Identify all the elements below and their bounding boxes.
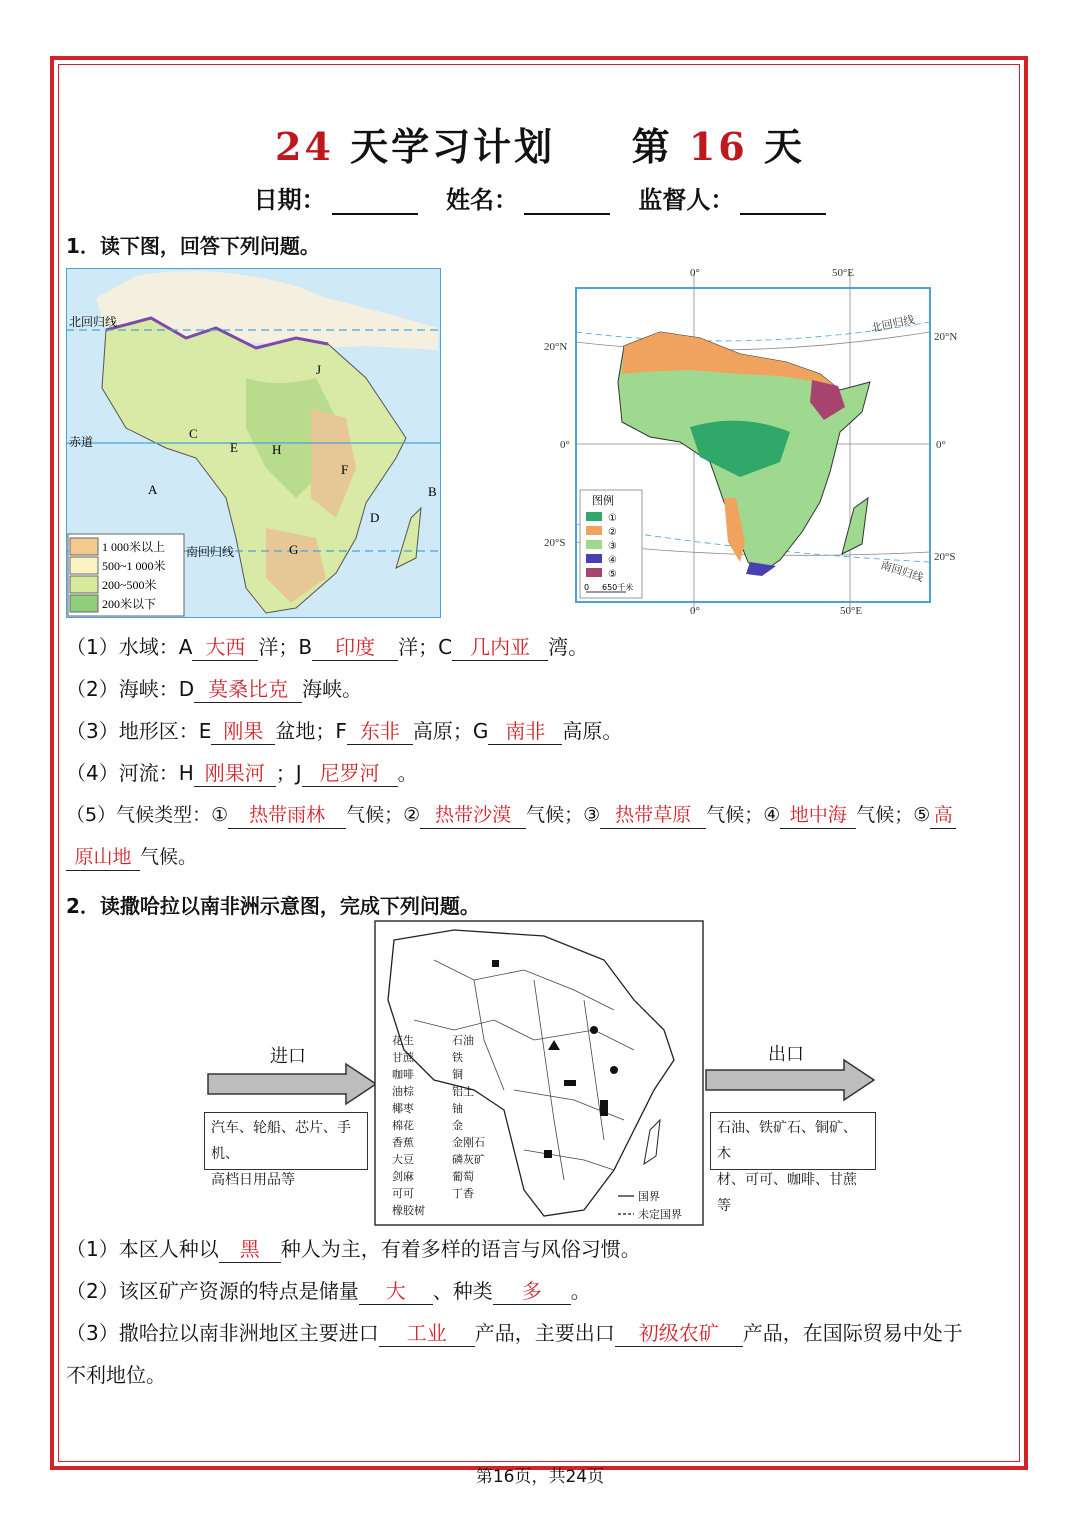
- map3-undefined-border-label: 未定国界: [638, 1208, 682, 1221]
- q1-l3-text-4: 高原。: [562, 719, 623, 743]
- map1-letter-b: B: [428, 484, 437, 499]
- map2-tropic-n-label: 北回归线: [870, 314, 916, 335]
- map2-legend-swatch-5: [586, 568, 602, 577]
- map2-lon-bot-b: 50°E: [840, 605, 863, 617]
- map3-legend-left-8: 大豆: [392, 1153, 414, 1166]
- q2-l2-text-1: （2）该区矿产资源的特点是储量: [66, 1279, 359, 1303]
- map1-letter-a: A: [148, 482, 158, 497]
- map3-legend-right-6: 金: [452, 1119, 463, 1132]
- q1-l5-text-5: 气候；⑤: [856, 804, 931, 826]
- question-1-prompt: 1．读下图，回答下列问题。: [66, 234, 320, 258]
- q2-l3-answer-1: 工业: [379, 1320, 475, 1347]
- map2-legend-swatch-2: [586, 526, 602, 535]
- q1-line-4: [66, 752, 1016, 794]
- q1-l5-answer-4: 地中海: [780, 802, 856, 829]
- q2-line-2: [66, 1270, 1016, 1312]
- map1-legend-swatch-4: [70, 595, 98, 612]
- q1-line-5: [66, 794, 1016, 836]
- map3-legend-left-3: 咖啡: [392, 1068, 414, 1081]
- import-box-line-1: 汽车、轮船、芯片、手机、: [211, 1120, 351, 1162]
- meta-row: [0, 180, 1080, 215]
- map2-lat-0-left: 0°: [560, 439, 570, 451]
- title-day-number: 16: [688, 124, 748, 169]
- map2-legend-swatch-1: [586, 512, 602, 521]
- q2-line-3: [66, 1312, 1016, 1354]
- map1-legend: [68, 534, 184, 616]
- map2-legend-swatch-3: [586, 540, 602, 549]
- map1-letter-j: J: [316, 362, 322, 377]
- map2-scale-value: 650千米: [602, 583, 634, 592]
- q2-l2-text-3: 。: [570, 1279, 591, 1303]
- q2-l2-answer-2: 多: [493, 1278, 571, 1305]
- q2-l3-text-4: 不利地位。: [66, 1363, 166, 1387]
- q1-l3-answer-3: 南非: [488, 718, 562, 745]
- map1-legend-label-4: 200米以下: [102, 597, 157, 611]
- map1-letter-h: H: [272, 442, 282, 457]
- q2-l2-text-2: 、种类: [432, 1279, 493, 1303]
- q1-l1-text-3: 洋；C: [398, 635, 453, 659]
- q1-line-2: [66, 668, 1016, 710]
- map2-legend-label-2: ②: [608, 527, 617, 538]
- question-2-prompt: 2．读撒哈拉以南非洲示意图，完成下列问题。: [66, 894, 480, 918]
- map3-legend-right-10: 丁香: [452, 1187, 474, 1200]
- q2-l3-answer-2: 初级农矿: [615, 1320, 743, 1347]
- q1-l3-text-1: （3）地形区：E: [66, 719, 212, 743]
- map3-legend-right-4: 铝土: [452, 1085, 474, 1098]
- map2-lat-0-right: 0°: [936, 439, 946, 451]
- map1-label-equator: 赤道: [69, 435, 94, 449]
- map2-lon-bot-a: 0°: [690, 605, 700, 617]
- map3-legend-left-2: 甘蔗: [392, 1051, 414, 1064]
- q2-l3-text-3: 产品，在国际贸易中处于: [742, 1321, 963, 1345]
- q2-l3-text-1: （3）撒哈拉以南非洲地区主要进口: [66, 1321, 379, 1345]
- q2-l2-answer-1: 大: [359, 1278, 433, 1305]
- map3-legend-right-2: 铁: [452, 1051, 463, 1064]
- map1-letter-c: C: [189, 426, 198, 441]
- q1-l1-answer-2: 印度: [312, 634, 398, 661]
- q1-l5-text-1: （5）气候类型：①: [66, 804, 229, 826]
- map3-legend-left-1: 花生: [392, 1034, 414, 1047]
- q1-l2-answer-1: 莫桑比克: [194, 676, 302, 703]
- map1-legend-label-3: 200~500米: [102, 578, 157, 592]
- q1-l5-answer-5b: 原山地: [66, 844, 140, 871]
- map3-legend-right-9: 葡萄: [452, 1170, 474, 1183]
- map3-symbol-3: [564, 1080, 576, 1086]
- title-day-suffix: 天: [763, 124, 805, 169]
- map1-legend-swatch-2: [70, 557, 98, 574]
- map2-tropic-s-label: 南回归线: [879, 559, 925, 585]
- q1-line-6: [66, 836, 1016, 878]
- map1-label-tropic-n: 北回归线: [69, 315, 118, 329]
- title-text: 天学习计划: [350, 124, 556, 169]
- export-box: [710, 1112, 876, 1214]
- map1-legend-label-1: 1 000米以上: [102, 540, 166, 554]
- q1-l5-text-6: 气候。: [140, 846, 198, 868]
- q1-l3-text-2: 盆地；F: [275, 719, 347, 743]
- map2-lon-top-a: 0°: [690, 267, 700, 279]
- q1-l5-text-3: 气候；③: [526, 804, 601, 826]
- import-label: 进口: [270, 1046, 306, 1067]
- q2-l1-answer-1: 黑: [219, 1236, 281, 1263]
- map2-lat-n-left: 20°N: [544, 341, 568, 353]
- map1-label-tropic-s: 南回归线: [186, 545, 235, 559]
- map3-legend-left-6: 棉花: [392, 1119, 414, 1132]
- export-label: 出口: [768, 1044, 804, 1065]
- q1-l2-text-2: 海峡。: [302, 677, 363, 701]
- map3-symbol-4: [610, 1066, 618, 1074]
- map1-letter-g: G: [289, 542, 299, 557]
- africa-terrain-map: [66, 268, 441, 618]
- map3-border-label: 国界: [638, 1190, 660, 1203]
- q1-l5-answer-2: 热带沙漠: [420, 802, 526, 829]
- export-arrow: [704, 1058, 876, 1102]
- q1-l3-text-3: 高原；G: [412, 719, 489, 743]
- map2-legend-label-1: ①: [608, 513, 617, 524]
- page-title: [0, 116, 1080, 171]
- map3-legend-left-7: 香蕉: [392, 1136, 414, 1149]
- q1-l4-answer-2: 尼罗河: [302, 760, 398, 787]
- q2-l1-text-2: 种人为主，有着多样的语言与风俗习惯。: [280, 1237, 641, 1261]
- title-number: 24: [275, 124, 334, 169]
- map3-legend-left-9: 剑麻: [392, 1170, 414, 1183]
- name-label: 姓名：: [446, 185, 518, 214]
- q1-l5-answer-5a: 高: [930, 802, 956, 829]
- map3-legend-right-7: 金刚石: [452, 1136, 485, 1149]
- map2-scale-0: 0: [584, 583, 590, 592]
- date-field[interactable]: [332, 187, 418, 215]
- q1-line-3: [66, 710, 1016, 752]
- map2-legend: [580, 490, 642, 598]
- export-box-line-1: 石油、铁矿石、铜矿、木: [717, 1120, 857, 1162]
- date-label: 日期：: [253, 185, 326, 214]
- map2-lat-s-left: 20°S: [544, 537, 566, 549]
- import-box: [204, 1112, 368, 1188]
- name-field[interactable]: [524, 187, 610, 215]
- title-day-label: 第: [631, 124, 673, 169]
- map2-legend-label-3: ③: [608, 541, 617, 552]
- q2-line-1: [66, 1228, 1016, 1270]
- q1-l1-answer-1: 大西: [192, 634, 258, 661]
- map3-symbol-7: [600, 1100, 608, 1116]
- map3-legend-right-5: 铀: [452, 1102, 463, 1115]
- map2-legend-swatch-4: [586, 554, 602, 563]
- map3-legend-left-5: 椰枣: [392, 1102, 414, 1115]
- q1-l1-text-1: （1）水域：A: [66, 635, 193, 659]
- q1-l5-answer-3: 热带草原: [600, 802, 706, 829]
- supervisor-field[interactable]: [740, 187, 826, 215]
- map3-legend-right-8: 磷灰矿: [452, 1153, 485, 1166]
- q1-l5-text-2: 气候；②: [346, 804, 421, 826]
- map1-legend-label-2: 500~1 000米: [102, 559, 166, 573]
- map3-symbol-5: [544, 1150, 552, 1158]
- q1-l4-text-2: ；J: [275, 761, 302, 785]
- map3-legend-right-3: 铜: [452, 1068, 463, 1081]
- map3-legend-left-10: 可可: [392, 1187, 414, 1200]
- supervisor-label: 监督人：: [638, 185, 735, 214]
- q1-l4-text-1: （4）河流：H: [66, 761, 194, 785]
- q1-l4-answer-1: 刚果河: [194, 760, 276, 787]
- q2-line-4: [66, 1354, 1016, 1396]
- export-box-line-2: 材、可可、咖啡、甘蔗等: [717, 1172, 857, 1214]
- africa-climate-map: [540, 262, 970, 622]
- map1-legend-swatch-1: [70, 538, 98, 555]
- q1-l1-answer-3: 几内亚: [452, 634, 548, 661]
- map1-letter-e: E: [230, 440, 238, 455]
- q1-line-1: [66, 626, 1016, 668]
- q1-l5-text-4: 气候；④: [706, 804, 781, 826]
- q1-l5-answer-1: 热带雨林: [228, 802, 346, 829]
- sub-saharan-resource-map: [374, 920, 704, 1226]
- q1-l2-text-1: （2）海峡：D: [66, 677, 195, 701]
- map1-letter-d: D: [370, 510, 380, 525]
- map2-lon-top-b: 50°E: [832, 267, 855, 279]
- map2-lat-n-right: 20°N: [934, 331, 958, 343]
- q1-l1-text-2: 洋；B: [258, 635, 313, 659]
- q2-l3-text-2: 产品，主要出口: [474, 1321, 615, 1345]
- q1-l1-text-4: 湾。: [548, 635, 589, 659]
- map3-legend-left-4: 油棕: [392, 1085, 414, 1098]
- map3-symbol-2: [590, 1026, 598, 1034]
- page-footer: 第16页，共24页: [475, 1467, 605, 1487]
- q1-l3-answer-2: 东非: [347, 718, 413, 745]
- map1-letter-f: F: [341, 462, 349, 477]
- map2-legend-label-5: ⑤: [608, 569, 617, 580]
- map2-legend-title: 图例: [592, 494, 614, 507]
- map1-legend-swatch-3: [70, 576, 98, 593]
- q1-l4-text-3: 。: [397, 761, 418, 785]
- map2-legend-label-4: ④: [608, 555, 617, 566]
- import-box-line-2: 高档日用品等: [211, 1172, 295, 1188]
- map3-legend-left-11: 橡胶树: [392, 1204, 425, 1217]
- import-arrow: [206, 1062, 378, 1106]
- map2-lat-s-right: 20°S: [934, 551, 956, 563]
- map3-legend-right-1: 石油: [452, 1034, 474, 1047]
- map3-symbol-1: [492, 960, 499, 967]
- q1-l3-answer-1: 刚果: [211, 718, 275, 745]
- q2-l1-text-1: （1）本区人种以: [66, 1237, 219, 1261]
